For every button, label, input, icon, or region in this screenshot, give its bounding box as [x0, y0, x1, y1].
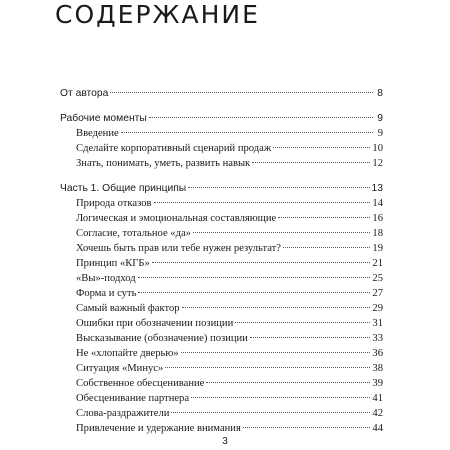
toc-entry-title: Введение: [76, 128, 119, 139]
toc-entry[interactable]: [76, 256, 383, 271]
dot-leader: [154, 201, 371, 203]
toc-entry-title: Принцип «КГБ»: [76, 258, 150, 269]
toc-entry-page: 36: [372, 348, 383, 359]
dot-leader: [206, 381, 370, 383]
toc-entry-page: 14: [372, 198, 383, 209]
toc-entry-title: Привлечение и удержание внимания: [76, 423, 241, 434]
toc-entry[interactable]: [60, 181, 383, 196]
toc-entry-title: Согласие, тотальное «да»: [76, 228, 191, 239]
toc-entry-title: Сделайте корпоративный сценарий продаж: [76, 143, 272, 154]
dot-leader: [191, 396, 370, 398]
toc-entry-title: Самый важный фактор: [76, 303, 180, 314]
toc-entry-title: Слова-раздражители: [76, 408, 170, 419]
dot-leader: [188, 186, 369, 188]
dot-leader: [138, 276, 371, 278]
dot-leader: [273, 146, 370, 148]
toc-entry-title: Ситуация «Минус»: [76, 363, 164, 374]
toc-entry-title: Обесценивание партнера: [76, 393, 190, 404]
toc-entry-page: 27: [372, 288, 383, 299]
toc-entry[interactable]: [76, 211, 383, 226]
toc-entry-title: Собственное обесценивание: [76, 378, 205, 389]
dot-leader: [252, 161, 370, 163]
dot-leader: [278, 216, 370, 218]
dot-leader: [138, 291, 370, 293]
dot-leader: [182, 306, 371, 308]
toc-entry-title: Природа отказов: [76, 198, 152, 209]
toc-entry[interactable]: [76, 141, 383, 156]
toc-entry[interactable]: [60, 86, 383, 101]
toc-entry-page: 8: [377, 88, 383, 99]
toc-entry-page: 18: [372, 228, 383, 239]
toc-entry-page: 38: [372, 363, 383, 374]
toc-entry-page: 42: [372, 408, 383, 419]
toc-entry-page: 9: [377, 113, 383, 124]
toc-entry-page: 16: [372, 213, 383, 224]
dot-leader: [235, 321, 370, 323]
toc-entry-page: 39: [372, 378, 383, 389]
toc-entry-page: 13: [371, 183, 383, 194]
toc-entry-title: Форма и суть: [76, 288, 137, 299]
toc-entry-page: 12: [372, 158, 383, 169]
page-number: 3: [222, 436, 228, 447]
dot-leader: [165, 366, 370, 368]
toc-entry-title: Не «хлопайте дверью»: [76, 348, 179, 359]
page-title: СОДЕРЖАНИЕ: [55, 0, 260, 29]
toc-entry-page: 19: [372, 243, 383, 254]
toc-entry[interactable]: [76, 226, 383, 241]
toc-entry-page: 31: [372, 318, 383, 329]
toc-entry[interactable]: [76, 126, 383, 141]
dot-leader: [283, 246, 370, 248]
toc-entry-title: Логическая и эмоциональная составляющие: [76, 213, 277, 224]
toc-entry[interactable]: [76, 346, 383, 361]
toc-entry[interactable]: [76, 241, 383, 256]
toc-entry-page: 25: [372, 273, 383, 284]
toc-entry-title: Ошибки при обозначении позиции: [76, 318, 234, 329]
toc-entry[interactable]: [76, 406, 383, 421]
toc-entry-title: Высказывание (обозначение) позиции: [76, 333, 248, 344]
dot-leader: [181, 351, 371, 353]
toc-entry[interactable]: [76, 316, 383, 331]
toc-entry-page: 44: [372, 423, 383, 434]
dot-leader: [243, 426, 371, 428]
toc-entry[interactable]: [76, 196, 383, 211]
toc-entry[interactable]: [76, 361, 383, 376]
toc-entry-page: 41: [372, 393, 383, 404]
dot-leader: [171, 411, 370, 413]
toc-entry[interactable]: [76, 376, 383, 391]
toc-entry-page: 10: [372, 143, 383, 154]
dot-leader: [250, 336, 371, 338]
dot-leader: [110, 91, 373, 93]
toc-entry-title: «Вы»-подход: [76, 273, 136, 284]
dot-leader: [152, 261, 371, 263]
toc-entry-title: Рабочие моменты: [60, 113, 147, 124]
toc-entry[interactable]: [76, 391, 383, 406]
toc-entry[interactable]: [76, 421, 383, 436]
toc-entry[interactable]: [76, 271, 383, 286]
toc-entry[interactable]: [76, 331, 383, 346]
toc-entry-page: 21: [372, 258, 383, 269]
dot-leader: [121, 131, 373, 133]
dot-leader: [193, 231, 370, 233]
toc-entry-page: 9: [377, 128, 383, 139]
toc-entry[interactable]: [76, 156, 383, 171]
toc-entry[interactable]: [76, 286, 383, 301]
toc-entry-title: Часть 1. Общие принципы: [60, 183, 187, 194]
toc-entry-title: От автора: [60, 88, 109, 99]
toc-entry-title: Знать, понимать, уметь, развить навык: [76, 158, 251, 169]
dot-leader: [149, 116, 373, 118]
toc-entry-page: 29: [372, 303, 383, 314]
toc-entry-page: 33: [372, 333, 383, 344]
toc-entry-title: Хочешь быть прав или тебе нужен результат?: [76, 243, 281, 254]
toc-entry[interactable]: [60, 111, 383, 126]
toc-entry[interactable]: [76, 301, 383, 316]
